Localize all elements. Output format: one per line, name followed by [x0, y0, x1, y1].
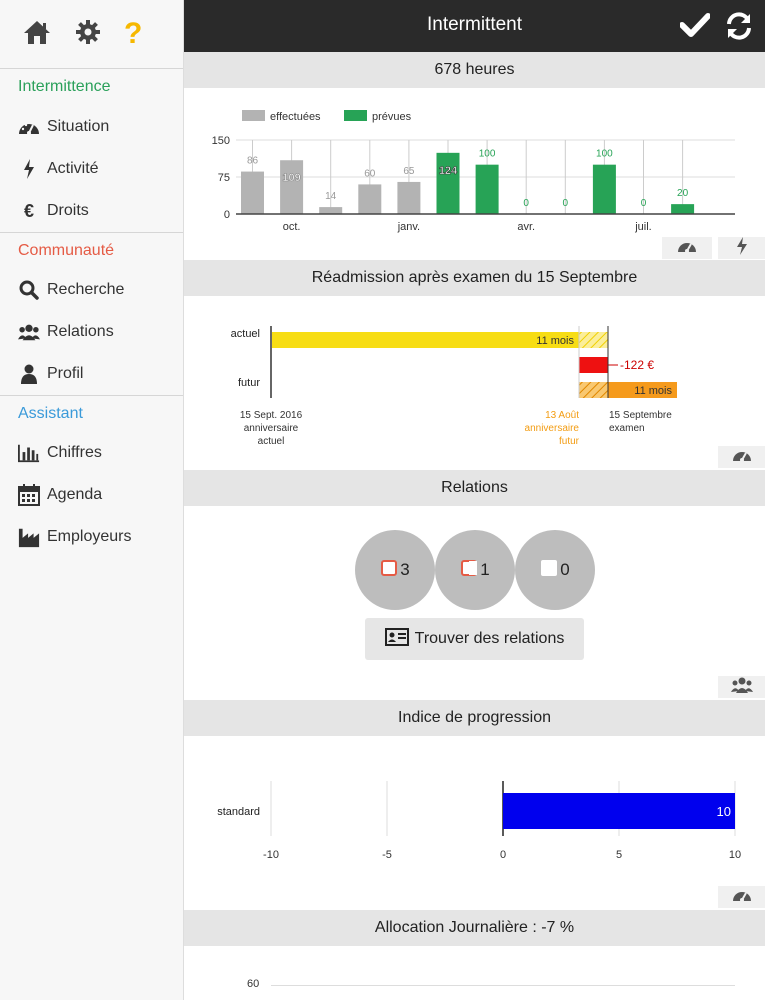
bar-standard — [503, 793, 735, 829]
hours-chart — [184, 97, 765, 247]
calendar-icon — [18, 484, 40, 506]
allocation-tick: 60 — [247, 978, 260, 990]
sidebar-item-label: Chiffres — [47, 444, 102, 461]
y-tick-label: 150 — [211, 135, 230, 147]
legend-swatch-planned — [344, 110, 367, 121]
user-icon — [18, 363, 40, 385]
sidebar-section-title: Intermittence — [18, 78, 111, 95]
euro-icon: € — [23, 200, 34, 221]
x-tick-label: 10 — [728, 849, 742, 861]
data-label: 86 — [246, 155, 259, 167]
sidebar-item-label: Relations — [47, 323, 114, 340]
category-label: standard — [217, 806, 260, 818]
dashboard-icon — [732, 447, 752, 468]
sidebar-item-label: Droits — [47, 202, 89, 219]
relation-count: 3 — [400, 560, 410, 579]
bar-planned — [476, 165, 499, 214]
relation-icon — [540, 559, 558, 582]
allocation-title: Allocation Journalière : -7 % — [184, 910, 765, 946]
activity-tab[interactable] — [718, 237, 765, 259]
sidebar-item-label: Situation — [47, 118, 110, 135]
relation-icon — [460, 559, 478, 582]
sidebar — [0, 0, 184, 1000]
check-icon[interactable] — [680, 12, 710, 43]
delta-label: -122 € — [620, 358, 655, 372]
hours-title: 678 heures — [184, 52, 765, 88]
data-label: 109 — [282, 172, 301, 185]
date-future-line: anniversaire — [524, 423, 579, 434]
bar-done — [319, 207, 342, 214]
data-label: 10 — [716, 804, 731, 819]
data-label: 20 — [677, 188, 689, 200]
factory-icon — [18, 526, 40, 548]
data-label: 65 — [403, 165, 415, 177]
legend-label-done: effectuées — [270, 111, 321, 123]
x-tick-label: -10 — [263, 849, 279, 861]
relations-title: Relations — [184, 470, 765, 506]
allocation-gridline — [271, 985, 735, 986]
bar-planned — [437, 153, 460, 214]
id-card-icon — [385, 628, 409, 651]
data-label: 100 — [596, 148, 613, 160]
bar-done — [280, 160, 303, 214]
bar-current-hatched — [579, 332, 608, 348]
sidebar-item-label: Recherche — [47, 281, 125, 298]
relation-icon — [380, 559, 398, 582]
sidebar-item-recherche[interactable] — [0, 269, 183, 311]
bar-done — [358, 184, 381, 214]
sidebar-item-label: Activité — [47, 160, 99, 177]
bar-done — [241, 172, 264, 214]
bar-chart-icon — [18, 442, 40, 464]
x-tick-label: janv. — [397, 221, 421, 233]
sidebar-item-relations[interactable] — [0, 311, 183, 353]
date-exam-line: 15 Septembre — [609, 410, 672, 421]
bar-future-label: 11 mois — [634, 385, 672, 397]
hours-section — [184, 52, 765, 260]
date-future-line: futur — [558, 436, 579, 446]
sidebar-item-activit[interactable] — [0, 148, 183, 190]
gear-icon[interactable] — [74, 18, 102, 51]
x-tick-label: -5 — [382, 849, 392, 861]
data-label: 0 — [523, 198, 529, 209]
x-tick-label: juil. — [635, 221, 652, 233]
y-tick-label: 75 — [217, 172, 230, 184]
date-exam-line: examen — [609, 423, 645, 434]
data-label: 0 — [562, 198, 569, 209]
x-tick-label: 0 — [499, 849, 507, 861]
sidebar-item-label: Agenda — [47, 486, 103, 503]
sidebar-item-droits[interactable] — [0, 190, 183, 232]
bar-delta — [579, 357, 608, 373]
relation-counters — [355, 530, 595, 610]
bar-future-hatched — [579, 382, 608, 398]
find-relations-button[interactable] — [365, 618, 584, 660]
row-label-current: actuel — [230, 328, 260, 340]
sidebar-item-label: Employeurs — [47, 528, 132, 545]
dashboard-tab[interactable] — [718, 446, 765, 468]
relation-count: 1 — [480, 560, 490, 579]
help-icon[interactable]: ? — [124, 17, 143, 50]
relation-counter[interactable] — [355, 530, 435, 610]
users-icon — [18, 321, 40, 343]
data-label: 100 — [478, 148, 496, 160]
date-current-line: actuel — [257, 436, 285, 446]
sidebar-section-title: Communauté — [0, 232, 183, 269]
progression-chart — [184, 736, 765, 866]
date-current-line: 15 Sept. 2016 — [239, 410, 303, 421]
sidebar-toolbar — [0, 0, 183, 69]
relations-section — [184, 470, 765, 700]
sidebar-item-situation[interactable] — [0, 106, 183, 148]
sidebar-item-employeurs[interactable] — [0, 516, 183, 558]
data-label: 60 — [364, 168, 376, 180]
legend-label-planned: prévues — [372, 111, 412, 123]
row-label-future: futur — [237, 377, 260, 389]
top-bar — [184, 0, 765, 52]
bolt-icon — [18, 158, 40, 180]
search-icon — [18, 279, 40, 301]
bar-planned — [671, 204, 694, 214]
bar-done — [397, 182, 420, 214]
dashboard-tab[interactable] — [718, 886, 765, 908]
dashboard-tab[interactable] — [662, 237, 712, 259]
users-icon — [731, 677, 753, 698]
data-label: 14 — [325, 191, 337, 203]
bar-planned — [593, 165, 616, 214]
relation-count: 0 — [560, 560, 570, 579]
readmission-section — [184, 260, 765, 470]
refresh-icon[interactable] — [724, 11, 754, 46]
dashboard-icon — [18, 116, 40, 138]
date-future-line: 13 Août — [545, 410, 579, 421]
data-label: 0 — [640, 198, 647, 209]
progression-section — [184, 700, 765, 910]
date-current-line: anniversaire — [243, 423, 299, 434]
data-label: 124 — [438, 164, 458, 177]
sidebar-item-chiffres[interactable] — [0, 432, 183, 474]
home-icon[interactable] — [22, 18, 52, 51]
y-tick-label: 0 — [223, 209, 230, 221]
relation-counter[interactable] — [515, 530, 595, 610]
sidebar-item-agenda[interactable] — [0, 474, 183, 516]
allocation-section — [184, 910, 765, 1000]
x-tick-label: oct. — [282, 221, 301, 233]
relations-tab[interactable] — [718, 676, 765, 698]
x-tick-label: avr. — [517, 221, 536, 233]
sidebar-item-profil[interactable] — [0, 353, 183, 395]
x-tick-label: 5 — [615, 849, 623, 861]
dashboard-icon — [677, 238, 697, 259]
legend-swatch-done — [242, 110, 265, 121]
bar-current — [272, 332, 579, 348]
bolt-icon — [736, 237, 748, 260]
sidebar-item-label: Profil — [47, 365, 84, 382]
bar-current-label: 11 mois — [536, 335, 574, 347]
readmission-chart — [184, 296, 765, 446]
readmission-title: Réadmission après examen du 15 Septembre — [184, 260, 765, 296]
relation-counter[interactable] — [435, 530, 515, 610]
sidebar-section-title: Assistant — [0, 395, 183, 432]
dashboard-icon — [732, 887, 752, 908]
sidebar-sections — [0, 69, 183, 558]
progression-title: Indice de progression — [184, 700, 765, 736]
find-relations-label: Trouver des relations — [414, 630, 565, 647]
main-content — [184, 52, 765, 1000]
page-title: Intermittent — [426, 14, 523, 35]
